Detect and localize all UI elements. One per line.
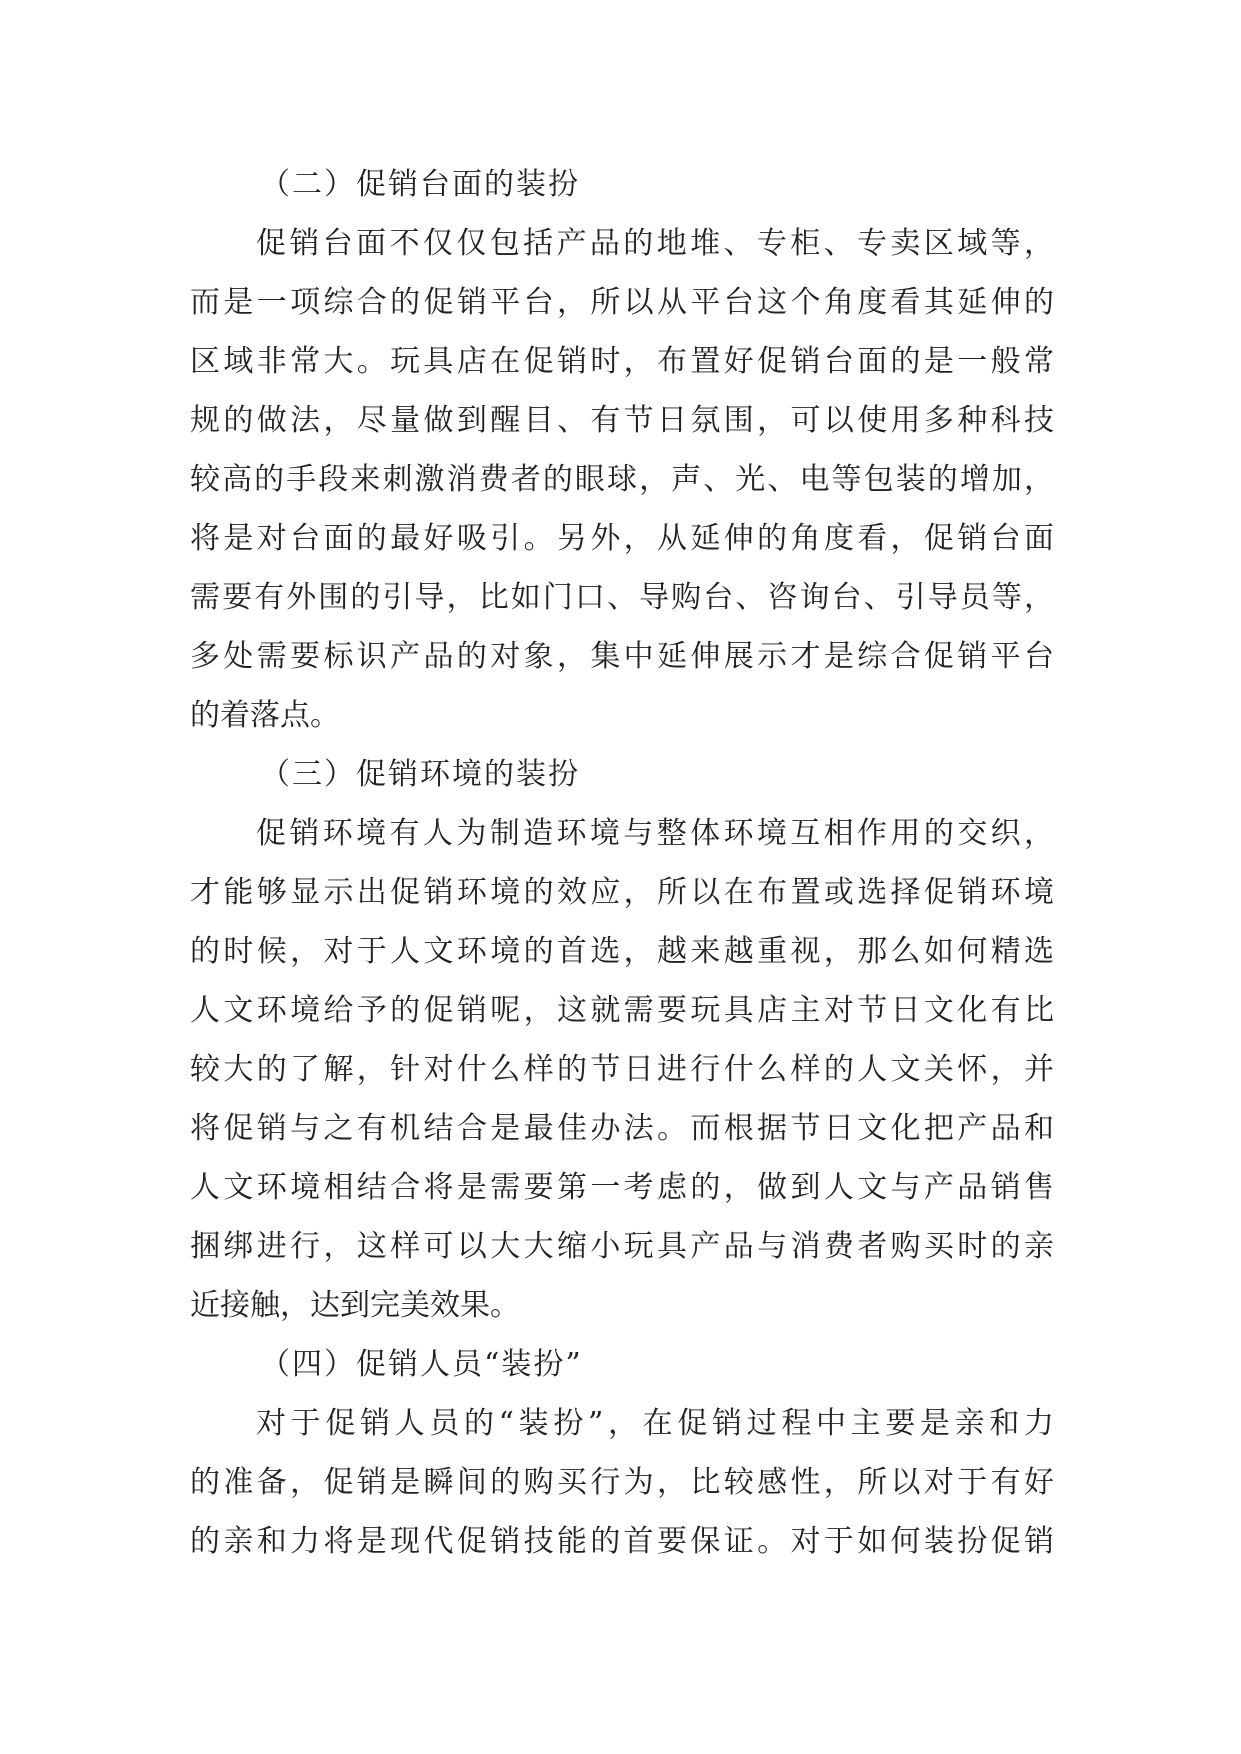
section-heading-3: （三）促销环境的装扮 [260,757,580,792]
paragraph-line: 人文环境相结合将是需要第一考虑的，做到人文与产品销售 [190,1170,1054,1205]
section-heading-2: （二）促销台面的装扮 [260,167,580,202]
paragraph-line: 促销台面不仅仅包括产品的地堆、专柜、专卖区域等， [256,226,1054,261]
paragraph-line: 近接触，达到完美效果。 [190,1288,520,1323]
paragraph-line: 的时候，对于人文环境的首选，越来越重视，那么如何精选 [190,934,1054,969]
paragraph-line: 而是一项综合的促销平台，所以从平台这个角度看其延伸的 [190,285,1054,320]
paragraph-line: 人文环境给予的促销呢，这就需要玩具店主对节日文化有比 [190,993,1054,1028]
paragraph-line: 对于促销人员的“装扮”，在促销过程中主要是亲和力 [256,1406,1054,1441]
paragraph-line: 的准备，促销是瞬间的购买行为，比较感性，所以对于有好 [190,1465,1054,1500]
document-body [190,155,1054,1571]
paragraph-line: 促销环境有人为制造环境与整体环境互相作用的交织， [256,816,1054,851]
paragraph-line: 将促销与之有机结合是最佳办法。而根据节日文化把产品和 [190,1111,1054,1146]
paragraph-line: 规的做法，尽量做到醒目、有节日氛围，可以使用多种科技 [190,403,1054,438]
paragraph-line: 的亲和力将是现代促销技能的首要保证。对于如何装扮促销 [190,1524,1054,1559]
paragraph-line: 较大的了解，针对什么样的节日进行什么样的人文关怀，并 [190,1052,1054,1087]
paragraph-line: 才能够显示出促销环境的效应，所以在布置或选择促销环境 [190,875,1054,910]
paragraph-line: 多处需要标识产品的对象，集中延伸展示才是综合促销平台 [190,639,1054,674]
section-heading-4: （四）促销人员“装扮” [260,1347,583,1382]
paragraph-line: 较高的手段来刺激消费者的眼球，声、光、电等包装的增加， [190,462,1054,497]
paragraph-line: 的着落点。 [190,698,340,733]
paragraph-line: 捆绑进行，这样可以大大缩小玩具产品与消费者购买时的亲 [190,1229,1054,1264]
paragraph-line: 区域非常大。玩具店在促销时，布置好促销台面的是一般常 [190,344,1054,379]
paragraph-line: 需要有外围的引导，比如门口、导购台、咨询台、引导员等， [190,580,1054,615]
paragraph-line: 将是对台面的最好吸引。另外，从延伸的角度看，促销台面 [190,521,1054,556]
